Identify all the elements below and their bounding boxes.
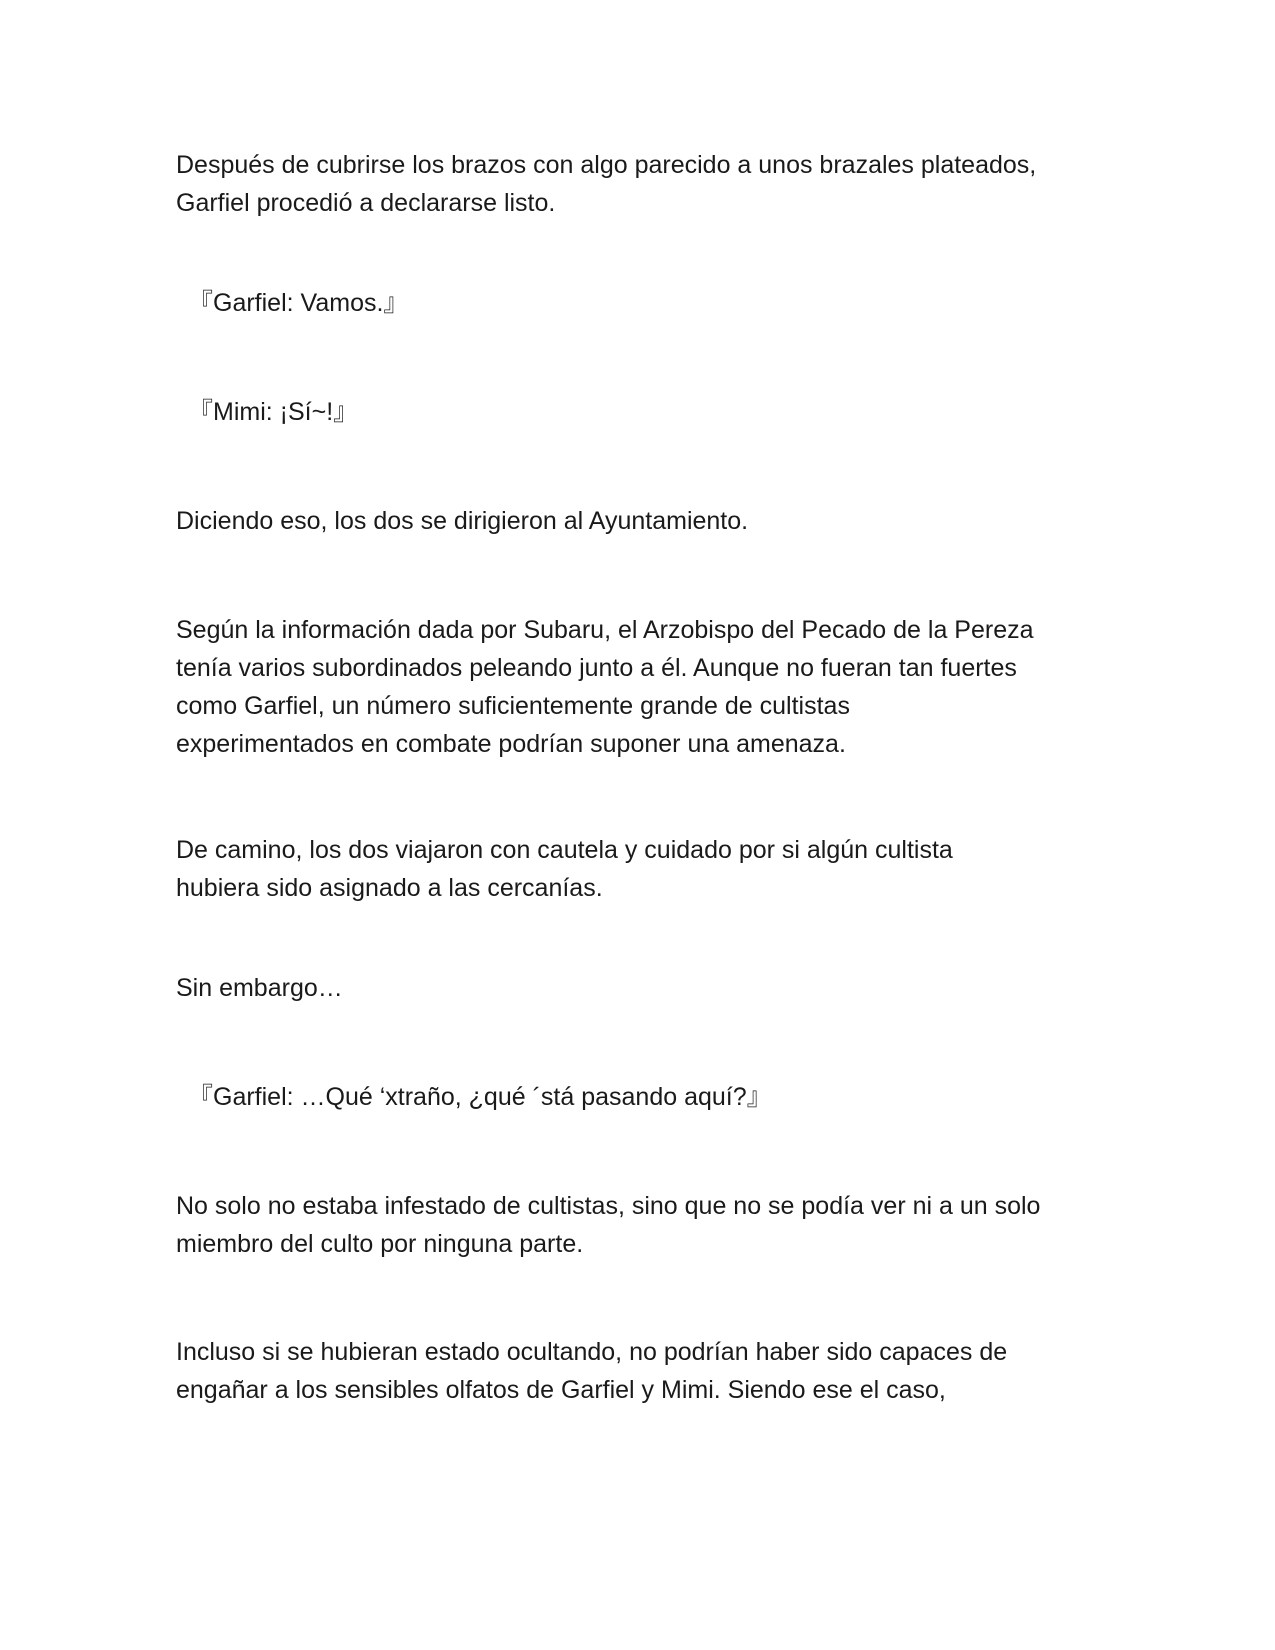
text-line: 『Garfiel: …Qué ‘xtraño, ¿qué ´stá pasando aquí?』 [188,1083,772,1111]
text-line: Sin embargo… [176,974,343,1002]
paragraph-ayuntamiento [176,502,1116,540]
text-line: 『Garfiel: Vamos.』 [188,289,409,317]
paragraph-no-solo [176,1187,1116,1263]
paragraph-sin-embargo [176,969,1116,1007]
text-line: Después de cubrirse los brazos con algo parecido a unos brazales plateados, [176,151,1037,179]
text-line: No solo no estaba infestado de cultistas, sino que no se podía ver ni a un solo [176,1192,1041,1220]
text-line: Diciendo eso, los dos se dirigieron al Ayuntamiento. [176,507,749,535]
dialogue-garfiel-vamos [188,284,1128,322]
paragraph-de-camino [176,831,1116,907]
dialogue-mimi-si [188,393,1128,431]
text-line: Según la información dada por Subaru, el Arzobispo del Pecado de la Pereza [176,616,1034,644]
paragraph-subaru-informacion [176,611,1116,763]
paragraph-incluso [176,1333,1116,1409]
text-line: tenía varios subordinados peleando junto a él. Aunque no fueran tan fuertes [176,654,1017,682]
text-line: hubiera sido asignado a las cercanías. [176,874,603,902]
text-line: Incluso si se hubieran estado ocultando, no podrían haber sido capaces de [176,1338,1008,1366]
text-line: como Garfiel, un número suficientemente grande de cultistas [176,692,850,720]
text-line: 『Mimi: ¡Sí~!』 [188,398,359,426]
text-line: miembro del culto por ninguna parte. [176,1230,584,1258]
paragraph-brazales [176,146,1116,222]
dialogue-garfiel-xtrano [188,1078,1128,1116]
text-line: De camino, los dos viajaron con cautela y cuidado por si algún cultista [176,836,953,864]
text-line: experimentados en combate podrían suponer una amenaza. [176,730,846,758]
text-line: engañar a los sensibles olfatos de Garfiel y Mimi. Siendo ese el caso, [176,1376,946,1404]
text-line: Garfiel procedió a declararse listo. [176,189,556,217]
